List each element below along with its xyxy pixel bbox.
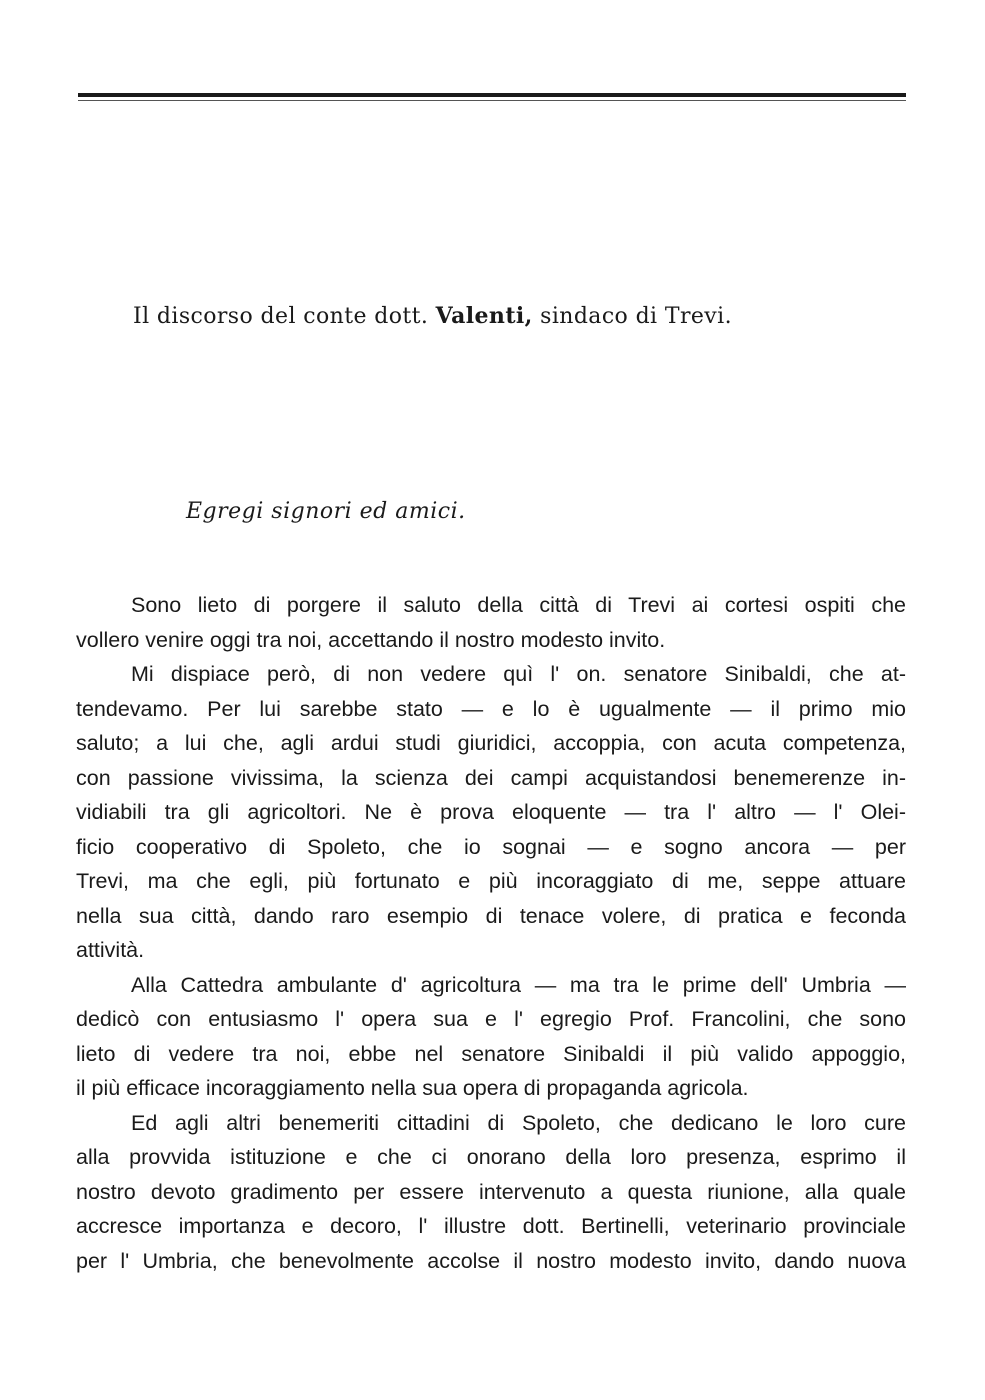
top-rule-thin (78, 100, 906, 101)
body-text (76, 588, 906, 1278)
heading-prefix: Il discorso del conte dott. (133, 304, 429, 329)
heading-name: Valenti, (435, 303, 533, 329)
text-line: tendevamo. Per lui sarebbe stato — e lo è ugualmente — il primo mio (76, 696, 906, 721)
top-rule-thick (78, 93, 906, 97)
text-line: vollero venire oggi tra noi, accettando il nostro modesto invito. (76, 627, 666, 652)
text-line: vidiabili tra gli agricoltori. Ne è prova eloquente — tra l' altro — l' Olei- (76, 800, 906, 824)
text-line: accresce importanza e decoro, l' illustre dott. Bertinelli, veterinario provinciale (76, 1214, 906, 1238)
text-line: nostro devoto gradimento per essere intervenuto a questa riunione, alla quale (76, 1179, 906, 1204)
text-line: il più efficace incoraggiamento nella sua opera di propaganda agricola. (76, 1076, 749, 1100)
text-line: Sono lieto di porgere il saluto della città di Trevi ai cortesi ospiti che (131, 593, 906, 617)
text-line: lieto di vedere tra noi, ebbe nel senatore Sinibaldi il più valido appoggio, (76, 1041, 906, 1066)
text-line: per l' Umbria, che benevolmente accolse il nostro modesto invito, dando nuova (76, 1248, 906, 1273)
text-line: Mi dispiace però, di non vedere quì l' on. senatore Sinibaldi, che at- (131, 662, 906, 686)
text-line: alla provvida istituzione e che ci onorano della loro presenza, esprimo il (76, 1145, 906, 1169)
text-line: saluto; a lui che, agli ardui studi giuridici, accoppia, con acuta competenza, (76, 731, 906, 755)
text-line: ficio cooperativo di Spoleto, che io sognai — e sogno ancora — per (76, 834, 906, 859)
text-line: Ed agli altri benemeriti cittadini di Spoleto, che dedicano le loro cure (131, 1110, 906, 1135)
salutation: Egregi signori ed amici. (186, 499, 466, 524)
text-line: Trevi, ma che egli, più fortunato e più incoraggiato di me, seppe attuare (76, 869, 906, 893)
heading-suffix: sindaco di Trevi. (540, 304, 732, 329)
section-heading (133, 303, 893, 329)
text-line: con passione vivissima, la scienza dei campi acquistandosi benemerenze in- (76, 765, 906, 790)
text-line: attività. (76, 938, 145, 962)
text-line: Alla Cattedra ambulante d' agricoltura — ma tra le prime dell' Umbria — (131, 972, 906, 997)
text-line: dedicò con entusiasmo l' opera sua e l' egregio Prof. Francolini, che sono (76, 1007, 906, 1031)
text-line: nella sua città, dando raro esempio di tenace volere, di pratica e feconda (76, 903, 906, 928)
